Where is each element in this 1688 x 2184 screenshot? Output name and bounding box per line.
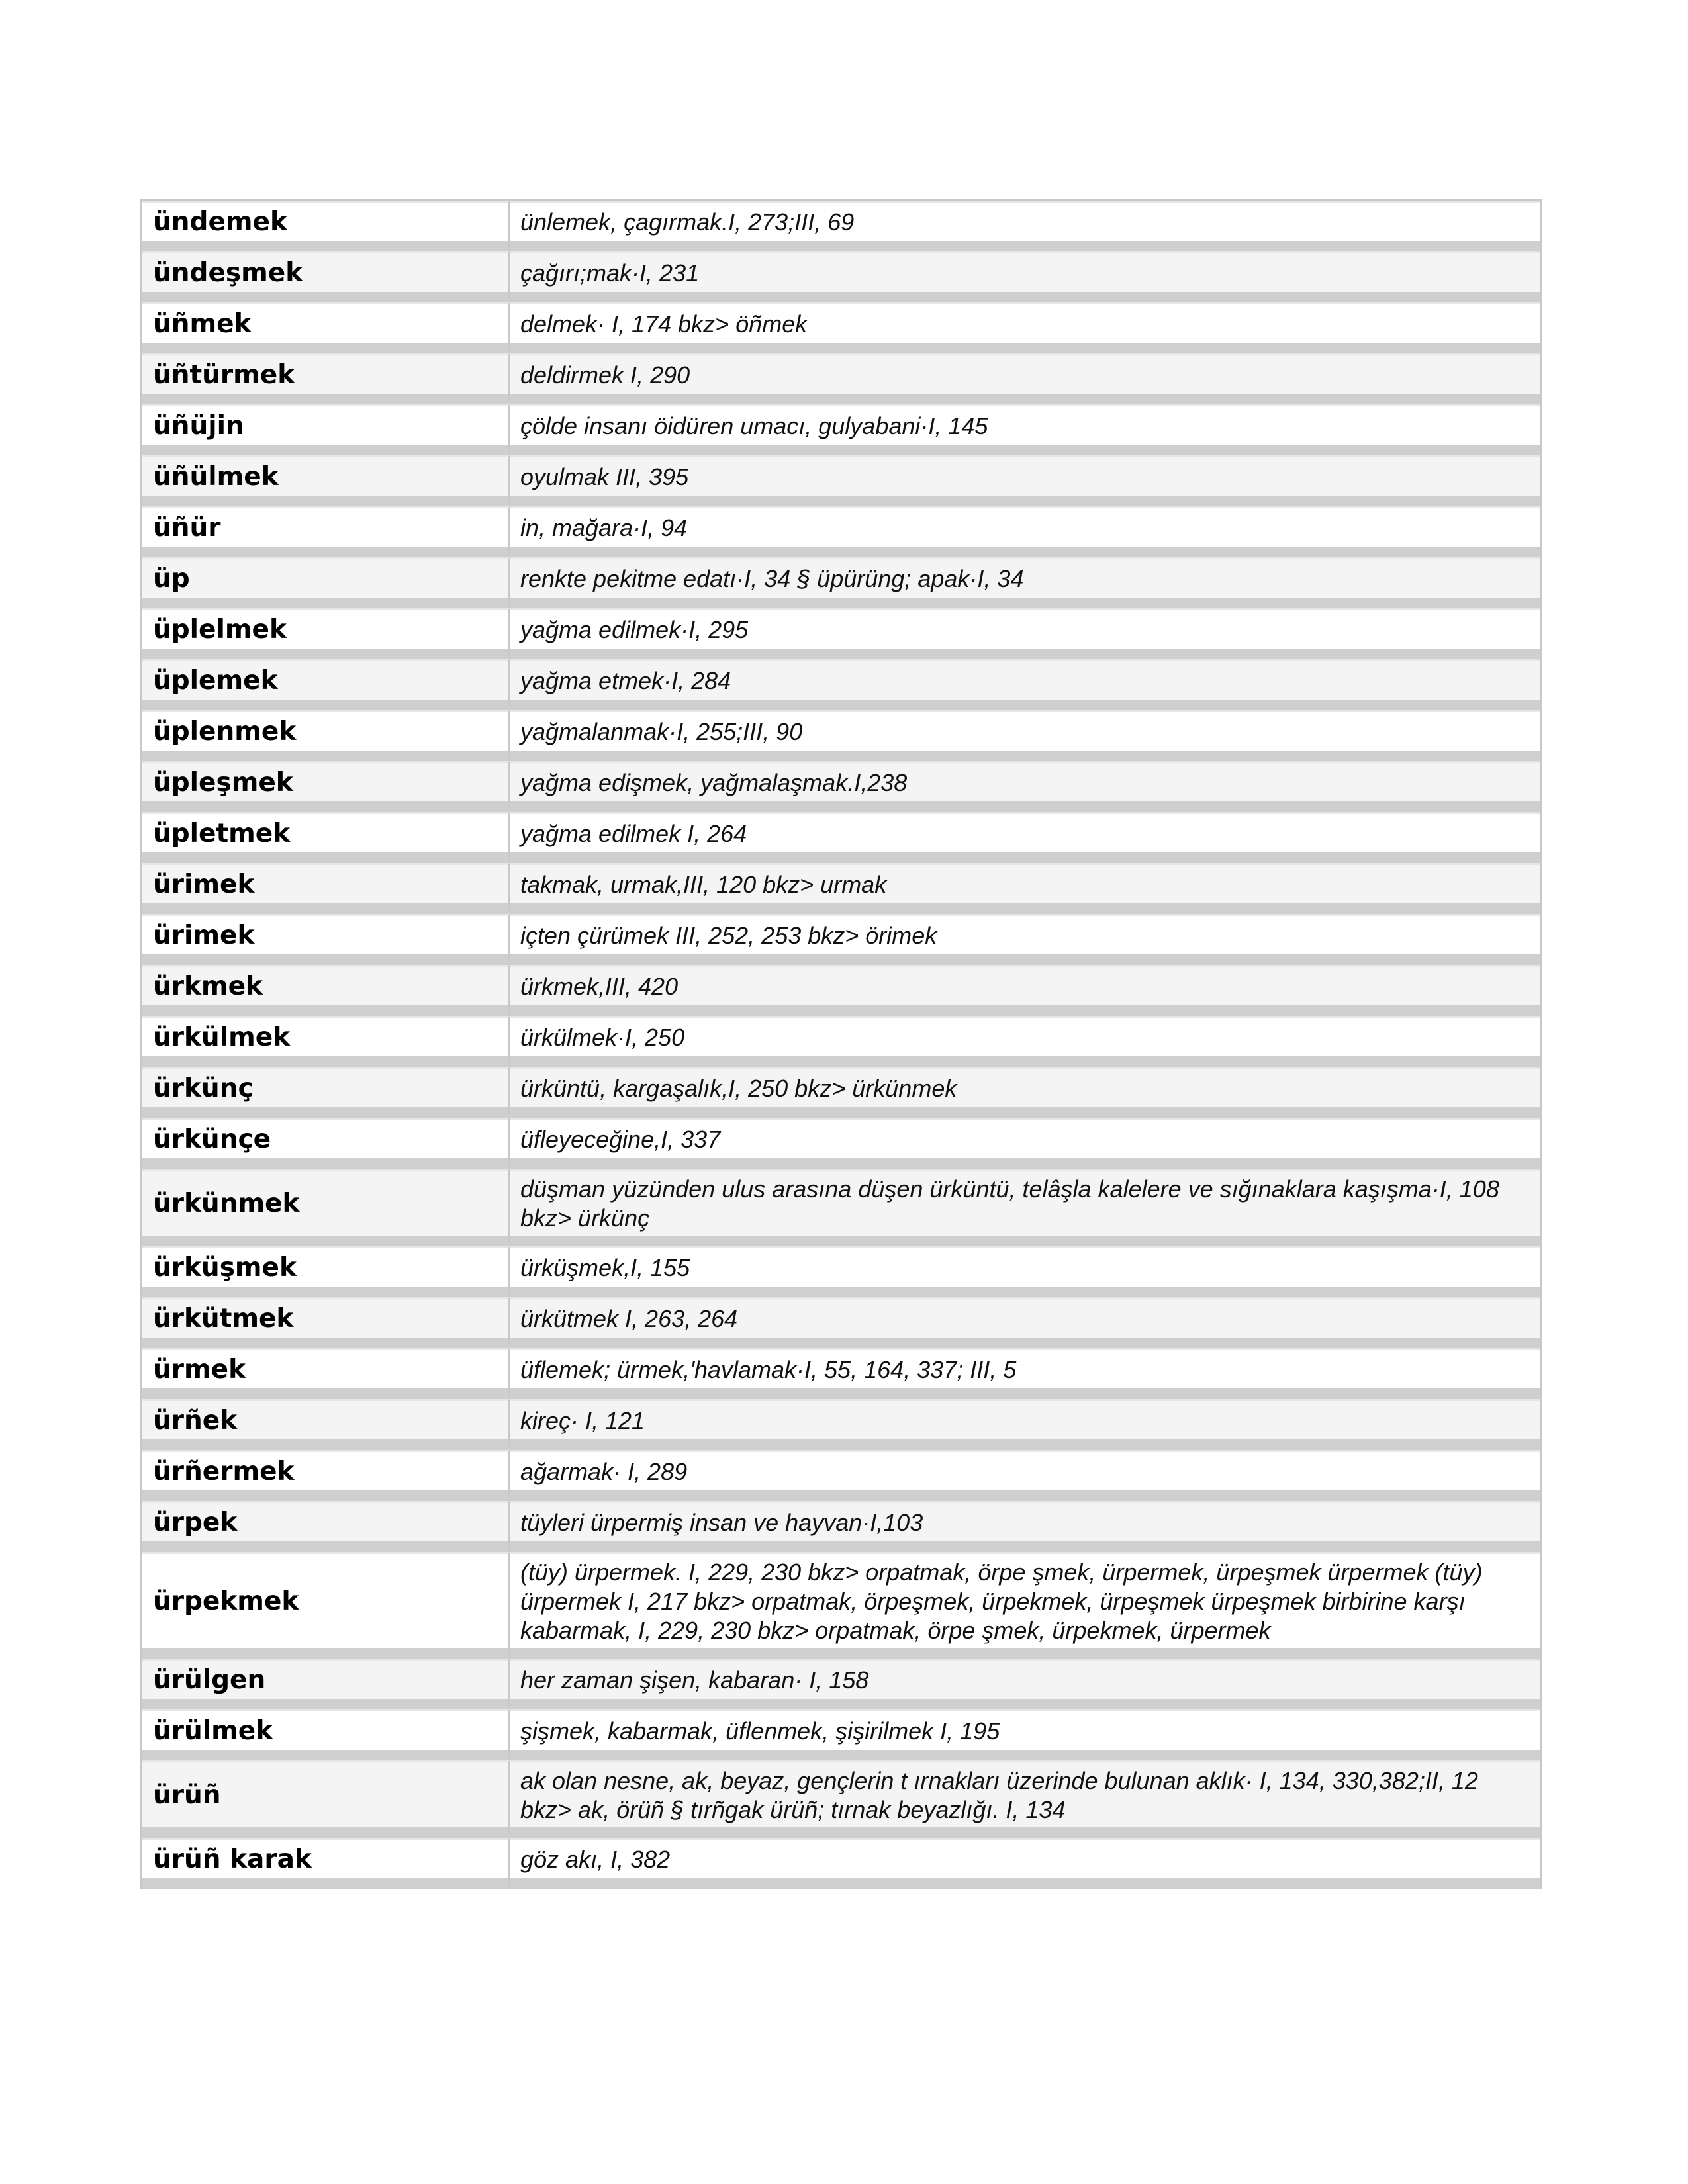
- definition-cell: üfleyeceğine,I, 337: [510, 1118, 1540, 1169]
- table-row: [142, 1348, 1540, 1399]
- definition-cell: yağma edilmek I, 264: [510, 812, 1540, 863]
- term-cell: ündeşmek: [142, 251, 510, 302]
- table-row: [142, 761, 1540, 812]
- term-cell: ürkünç: [142, 1067, 510, 1118]
- definition-cell: (tüy) ürpermek. I, 229, 230 bkz> orpatmak, örpe şmek, ürpermek, ürpeşmek ürpermek (tüy) ürpermek I, 217 bkz> orpatmak, örpeşmek, ürpekmek, ürpeşmek ürpeşmek birbirine karşı kabarmak, I, 229, 230 bkz> orpatmak, örpe şmek, ürpekmek, ürpermek: [510, 1552, 1540, 1659]
- table-row: [142, 1838, 1540, 1889]
- definition-cell: takmak, urmak,III, 120 bkz> urmak: [510, 863, 1540, 914]
- term-cell: ürkmek: [142, 965, 510, 1016]
- definition-cell: yağma edilmek·I, 295: [510, 608, 1540, 659]
- table-row: [142, 1016, 1540, 1067]
- definition-cell: ürküşmek,I, 155: [510, 1246, 1540, 1297]
- table-row: [142, 404, 1540, 455]
- term-cell: ürimek: [142, 914, 510, 965]
- definition-cell: ak olan nesne, ak, beyaz, gençlerin t ırnakları üzerinde bulunan aklık· I, 134, 330,382;II, 12 bkz> ak, örüñ § tırñgak ürüñ; tırnak beyazlığı. I, 134: [510, 1760, 1540, 1838]
- term-cell: ürülmek: [142, 1709, 510, 1760]
- table-row: [142, 353, 1540, 404]
- table-row: [142, 201, 1540, 251]
- term-cell: ündemek: [142, 201, 510, 251]
- table-row: [142, 1399, 1540, 1450]
- definition-cell: in, mağara·I, 94: [510, 506, 1540, 557]
- table-row: [142, 1450, 1540, 1501]
- term-cell: ürküşmek: [142, 1246, 510, 1297]
- definition-cell: kireç· I, 121: [510, 1399, 1540, 1450]
- table-row: [142, 659, 1540, 710]
- table-row: [142, 455, 1540, 506]
- term-cell: üplelmek: [142, 608, 510, 659]
- table-row: [142, 1501, 1540, 1552]
- term-cell: üñtürmek: [142, 353, 510, 404]
- table-row: [142, 302, 1540, 353]
- dictionary-body: [142, 201, 1540, 1889]
- table-row: [142, 965, 1540, 1016]
- definition-cell: yağma etmek·I, 284: [510, 659, 1540, 710]
- table-row: [142, 1709, 1540, 1760]
- definition-cell: düşman yüzünden ulus arasına düşen ürküntü, telâşla kalelere ve sığınaklara kaşışma·I, 108 bkz> ürkünç: [510, 1169, 1540, 1246]
- definition-cell: içten çürümek III, 252, 253 bkz> örimek: [510, 914, 1540, 965]
- term-cell: üplemek: [142, 659, 510, 710]
- term-cell: ürkünmek: [142, 1169, 510, 1246]
- table-row: [142, 1760, 1540, 1838]
- term-cell: ürmek: [142, 1348, 510, 1399]
- definition-cell: üflemek; ürmek,'havlamak·I, 55, 164, 337; III, 5: [510, 1348, 1540, 1399]
- definition-cell: ürküntü, kargaşalık,I, 250 bkz> ürkünmek: [510, 1067, 1540, 1118]
- table-row: [142, 251, 1540, 302]
- definition-cell: ürkütmek I, 263, 264: [510, 1297, 1540, 1348]
- table-row: [142, 1169, 1540, 1246]
- definition-cell: yağmalanmak·I, 255;III, 90: [510, 710, 1540, 761]
- term-cell: ürkütmek: [142, 1297, 510, 1348]
- table-row: [142, 1067, 1540, 1118]
- table-row: [142, 914, 1540, 965]
- term-cell: ürkünçe: [142, 1118, 510, 1169]
- table-row: [142, 1118, 1540, 1169]
- term-cell: üpletmek: [142, 812, 510, 863]
- definition-cell: göz akı, I, 382: [510, 1838, 1540, 1889]
- term-cell: üñmek: [142, 302, 510, 353]
- definition-cell: ağarmak· I, 289: [510, 1450, 1540, 1501]
- term-cell: ürpek: [142, 1501, 510, 1552]
- definition-cell: çölde insanı öidüren umacı, gulyabani·I, 145: [510, 404, 1540, 455]
- table-row: [142, 863, 1540, 914]
- definition-cell: şişmek, kabarmak, üflenmek, şişirilmek I, 195: [510, 1709, 1540, 1760]
- term-cell: ürpekmek: [142, 1552, 510, 1659]
- definition-cell: tüyleri ürpermiş insan ve hayvan·I,103: [510, 1501, 1540, 1552]
- definition-cell: renkte pekitme edatı·I, 34 § üpürüng; apak·I, 34: [510, 557, 1540, 608]
- term-cell: üpleşmek: [142, 761, 510, 812]
- dictionary-table: [140, 199, 1542, 1889]
- table-row: [142, 710, 1540, 761]
- definition-cell: deldirmek I, 290: [510, 353, 1540, 404]
- table-row: [142, 1659, 1540, 1709]
- term-cell: üñür: [142, 506, 510, 557]
- term-cell: ürimek: [142, 863, 510, 914]
- term-cell: ürüñ: [142, 1760, 510, 1838]
- table-row: [142, 1246, 1540, 1297]
- definition-cell: her zaman şişen, kabaran· I, 158: [510, 1659, 1540, 1709]
- term-cell: üñüjin: [142, 404, 510, 455]
- definition-cell: ürkülmek·I, 250: [510, 1016, 1540, 1067]
- table-row: [142, 608, 1540, 659]
- term-cell: ürülgen: [142, 1659, 510, 1709]
- table-row: [142, 557, 1540, 608]
- term-cell: ürñek: [142, 1399, 510, 1450]
- definition-cell: ürkmek,III, 420: [510, 965, 1540, 1016]
- definition-cell: çağırı;mak·I, 231: [510, 251, 1540, 302]
- term-cell: üplenmek: [142, 710, 510, 761]
- table-row: [142, 1552, 1540, 1659]
- table-row: [142, 506, 1540, 557]
- definition-cell: yağma edişmek, yağmalaşmak.I,238: [510, 761, 1540, 812]
- definition-cell: oyulmak III, 395: [510, 455, 1540, 506]
- definition-cell: ünlemek, çagırmak.I, 273;III, 69: [510, 201, 1540, 251]
- table-row: [142, 812, 1540, 863]
- term-cell: ürüñ karak: [142, 1838, 510, 1889]
- term-cell: ürkülmek: [142, 1016, 510, 1067]
- term-cell: üp: [142, 557, 510, 608]
- term-cell: ürñermek: [142, 1450, 510, 1501]
- term-cell: üñülmek: [142, 455, 510, 506]
- table-row: [142, 1297, 1540, 1348]
- definition-cell: delmek· I, 174 bkz> öñmek: [510, 302, 1540, 353]
